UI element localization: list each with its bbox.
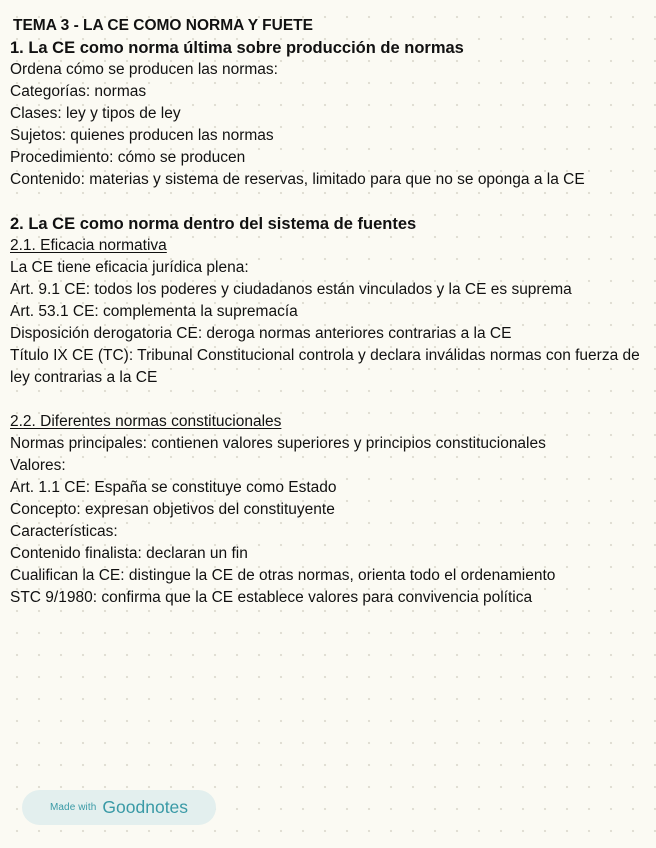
subsection-2-2-line: Características: xyxy=(10,523,118,540)
section-1-line: Clases: ley y tipos de ley xyxy=(10,105,181,122)
goodnotes-watermark[interactable] xyxy=(22,790,216,825)
section-1-line: Contenido: materias y sistema de reservas, limitado para que no se oponga a la CE xyxy=(10,171,585,188)
watermark-brand: Goodnotes xyxy=(102,797,189,817)
section-1-line: Categorías: normas xyxy=(10,83,147,100)
subsection-2-1-line: Art. 53.1 CE: complementa la supremacía xyxy=(10,303,298,320)
page-title: TEMA 3 - LA CE COMO NORMA Y FUETE xyxy=(13,17,313,34)
watermark-prefix: Made with xyxy=(49,802,97,813)
subsection-2-1-line: La CE tiene eficacia jurídica plena: xyxy=(10,259,249,276)
note-page xyxy=(10,15,650,609)
subsection-2-2-line: STC 9/1980: confirma que la CE establece valores para convivencia política xyxy=(10,589,533,606)
subsection-2-1-line: Título IX CE (TC): Tribunal Constitucional controla y declara inválidas normas con fuerza de ley contrarias a la CE xyxy=(10,347,640,386)
subsection-2-1-heading: 2.1. Eficacia normativa xyxy=(10,237,167,254)
section-2-heading: 2. La CE como norma dentro del sistema de fuentes xyxy=(10,215,417,233)
spacer xyxy=(10,389,650,411)
subsection-2-2-line: Contenido finalista: declaran un fin xyxy=(10,545,248,562)
subsection-2-2-line: Concepto: expresan objetivos del constituyente xyxy=(10,501,335,518)
subsection-2-2-heading: 2.2. Diferentes normas constitucionales xyxy=(10,413,282,430)
section-1-line: Sujetos: quienes producen las normas xyxy=(10,127,274,144)
subsection-2-1-line: Disposición derogatoria CE: deroga normas anteriores contrarias a la CE xyxy=(10,325,512,342)
subsection-2-2-line: Valores: xyxy=(10,457,66,474)
spacer xyxy=(10,191,650,213)
section-1-line: Ordena cómo se producen las normas: xyxy=(10,61,278,78)
subsection-2-2-line: Cualifican la CE: distingue la CE de otras normas, orienta todo el ordenamiento xyxy=(10,567,556,584)
section-1-heading: 1. La CE como norma última sobre producción de normas xyxy=(10,39,464,57)
subsection-2-2-line: Normas principales: contienen valores superiores y principios constitucionales xyxy=(10,435,546,452)
subsection-2-2-line: Art. 1.1 CE: España se constituye como Estado xyxy=(10,479,337,496)
section-1-line: Procedimiento: cómo se producen xyxy=(10,149,246,166)
subsection-2-1-line: Art. 9.1 CE: todos los poderes y ciudadanos están vinculados y la CE es suprema xyxy=(10,281,572,298)
